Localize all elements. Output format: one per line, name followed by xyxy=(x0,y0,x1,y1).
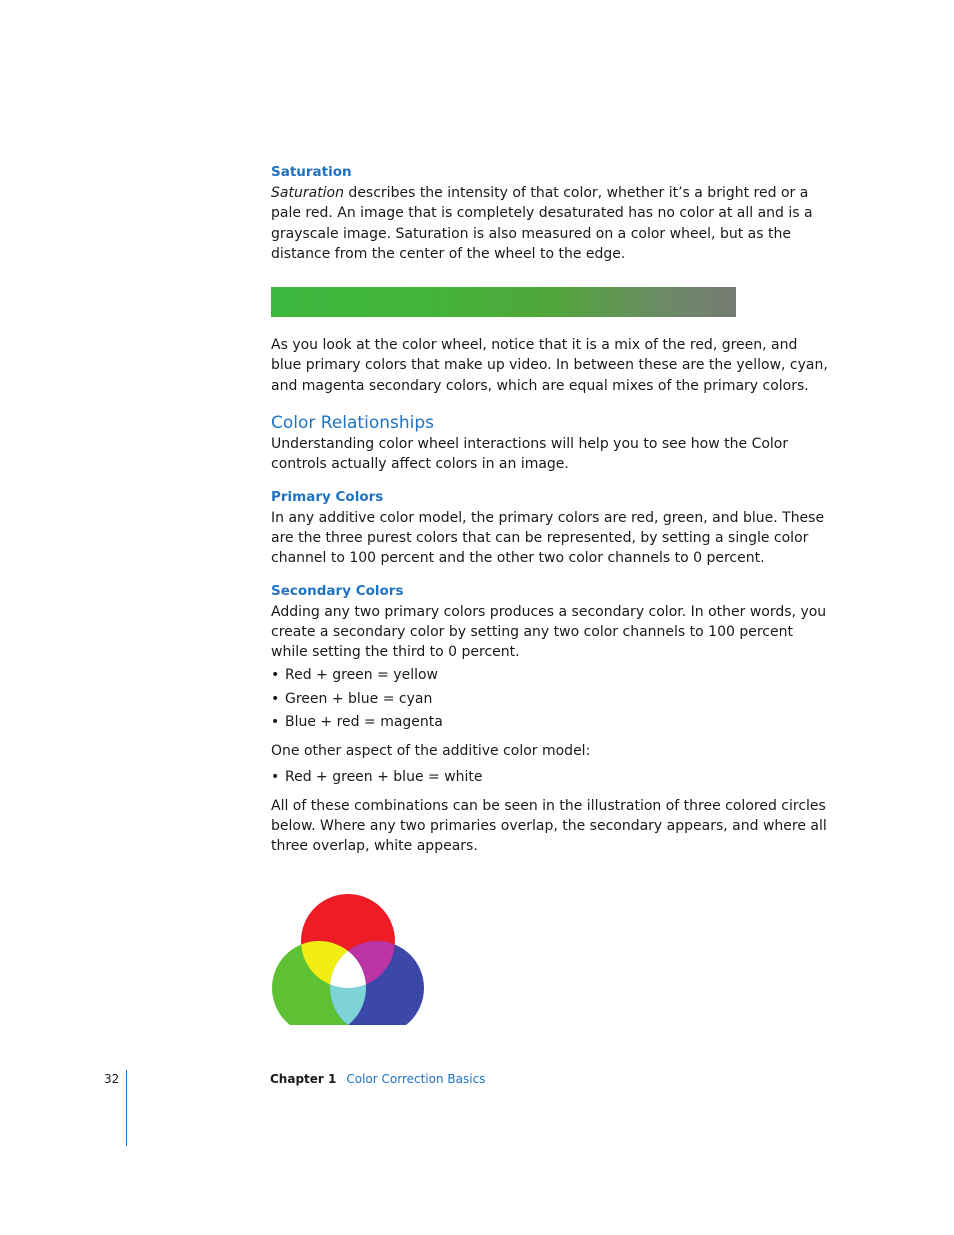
color-relationships-intro: Understanding color wheel interactions will help you to see how the Color controls actually affect colors in an image. xyxy=(271,436,789,473)
list-item-text: Blue + red = magenta xyxy=(285,714,443,731)
saturation-gradient-bar xyxy=(271,287,736,317)
other-aspect-list xyxy=(271,767,831,787)
page-number: 32 xyxy=(104,1072,120,1086)
bullet-icon: • xyxy=(271,714,280,731)
chapter-label: Chapter 1 xyxy=(270,1072,337,1086)
list-item xyxy=(271,767,831,787)
chapter-title: Color Correction Basics xyxy=(346,1072,486,1086)
list-item-text: Red + green + blue = white xyxy=(285,768,483,785)
other-aspect-paragraph: One other aspect of the additive color model: xyxy=(271,743,591,760)
saturation-term: Saturation xyxy=(271,185,344,201)
bullet-icon: • xyxy=(271,690,280,707)
list-item xyxy=(271,712,831,732)
saturation-heading: Saturation xyxy=(271,164,352,180)
secondary-colors-heading: Secondary Colors xyxy=(271,582,404,599)
saturation-paragraph xyxy=(271,183,831,264)
secondary-colors-list xyxy=(271,665,831,732)
primary-colors-heading: Primary Colors xyxy=(271,488,384,505)
list-item xyxy=(271,665,831,685)
bullet-icon: • xyxy=(271,667,280,684)
list-item-text: Green + blue = cyan xyxy=(285,690,433,707)
additive-color-circles xyxy=(271,880,431,1025)
combinations-paragraph: All of these combinations can be seen in the illustration of three colored circles below. Where any two primaries overlap, the secondary appears, and where all three overlap, white appears. xyxy=(271,797,827,855)
color-relationships-heading: Color Relationships xyxy=(271,413,435,434)
footer-divider xyxy=(126,1070,127,1146)
list-item-text: Red + green = yellow xyxy=(285,667,438,684)
bullet-icon: • xyxy=(271,768,280,785)
secondary-colors-paragraph: Adding any two primary colors produces a secondary color. In other words, you create a secondary color by setting any two color channels to 100 percent while setting the third to 0 percent. xyxy=(271,603,827,661)
list-item xyxy=(271,689,831,709)
footer-chapter xyxy=(270,1072,485,1086)
page-content xyxy=(271,162,831,1025)
primary-colors-paragraph: In any additive color model, the primary colors are red, green, and blue. These are the three purest colors that can be represented, by setting a single color channel to 100 percent and the other two color channels to 0 percent. xyxy=(271,509,825,567)
color-wheel-paragraph: As you look at the color wheel, notice that it is a mix of the red, green, and blue primary colors that make up video. In between these are the yellow, cyan, and magenta secondary colors, which are equal mixes of the primary colors. xyxy=(271,337,828,394)
saturation-text: describes the intensity of that color, whether it’s a bright red or a pale red. An image that is completely desaturated has no color at all and is a grayscale image. Saturation is also measured on a color wheel, but as the distance from the center of the wheel to the edge. xyxy=(271,185,813,262)
